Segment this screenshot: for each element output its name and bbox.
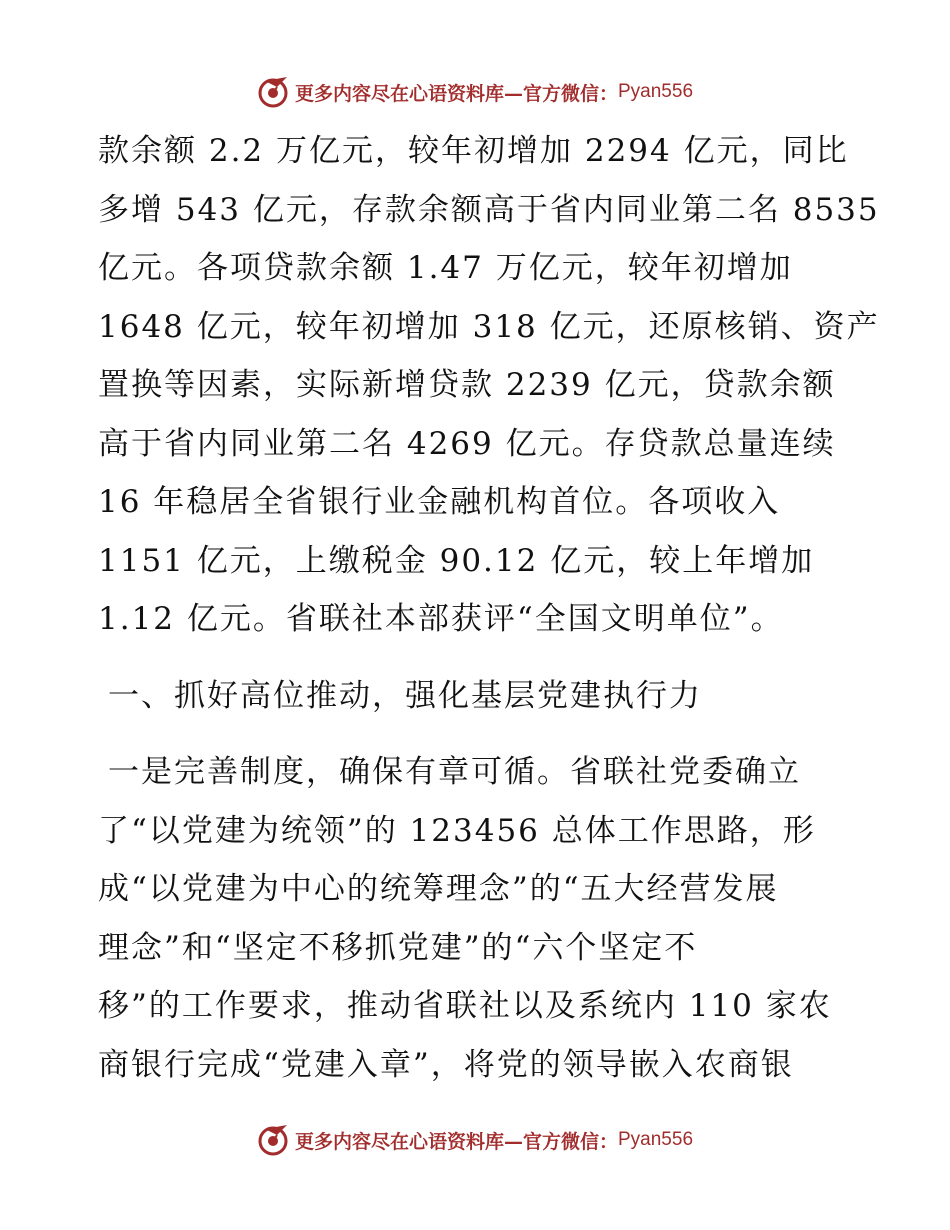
paragraph-2 bbox=[98, 743, 858, 1094]
watermark-footer bbox=[0, 1120, 950, 1160]
text-line: 成“以党建为中心的统筹理念”的“五大经营发展 bbox=[98, 871, 779, 907]
paragraph-1 bbox=[98, 122, 880, 649]
section-heading: 一、抓好高位推动，强化基层党建执行力 bbox=[108, 677, 702, 714]
pen-logo-icon bbox=[257, 1123, 291, 1157]
text-line: 1648 亿元，较年初增加 318 亿元，还原核销、资产 bbox=[98, 308, 880, 345]
paragraph-gap bbox=[98, 725, 858, 743]
text-line: 1.12 亿元。省联社本部获评“全国文明单位”。 bbox=[98, 601, 784, 637]
text-line: 款余额 2.2 万亿元，较年初增加 2294 亿元，同比 bbox=[98, 133, 849, 169]
watermark-header bbox=[0, 72, 950, 112]
paragraph-gap bbox=[98, 649, 858, 667]
watermark-id: Pyan556 bbox=[618, 81, 694, 102]
pen-logo-icon bbox=[257, 75, 291, 109]
watermark-text: 更多内容尽在心语资料库—官方微信： bbox=[294, 1130, 618, 1153]
watermark-id: Pyan556 bbox=[618, 1129, 694, 1150]
text-line: 商银行完成“党建入章”，将党的领导嵌入农商银 bbox=[98, 1046, 794, 1083]
text-line: 多增 543 亿元，存款余额高于省内同业第二名 8535 bbox=[98, 191, 880, 228]
text-line: 16 年稳居全省银行业金融机构首位。各项收入 bbox=[98, 484, 781, 520]
text-line: 亿元。各项贷款余额 1.47 万亿元，较年初增加 bbox=[98, 250, 793, 286]
watermark-text: 更多内容尽在心语资料库—官方微信： bbox=[294, 82, 618, 105]
text-line: 了“以党建为统领”的 123456 总体工作思路，形 bbox=[98, 812, 816, 849]
text-line: 置换等因素，实际新增贷款 2239 亿元，贷款余额 bbox=[98, 367, 836, 403]
text-line: 一是完善制度，确保有章可循。省联社党委确立 bbox=[108, 754, 801, 790]
text-line: 高于省内同业第二名 4269 亿元。存贷款总量连续 bbox=[98, 425, 836, 462]
document-body bbox=[98, 122, 880, 1094]
text-line: 理念”和“坚定不移抓党建”的“六个坚定不 bbox=[98, 929, 698, 966]
text-line: 1151 亿元，上缴税金 90.12 亿元，较上年增加 bbox=[98, 542, 815, 579]
text-line: 移”的工作要求，推动省联社以及系统内 110 家农 bbox=[98, 988, 832, 1024]
